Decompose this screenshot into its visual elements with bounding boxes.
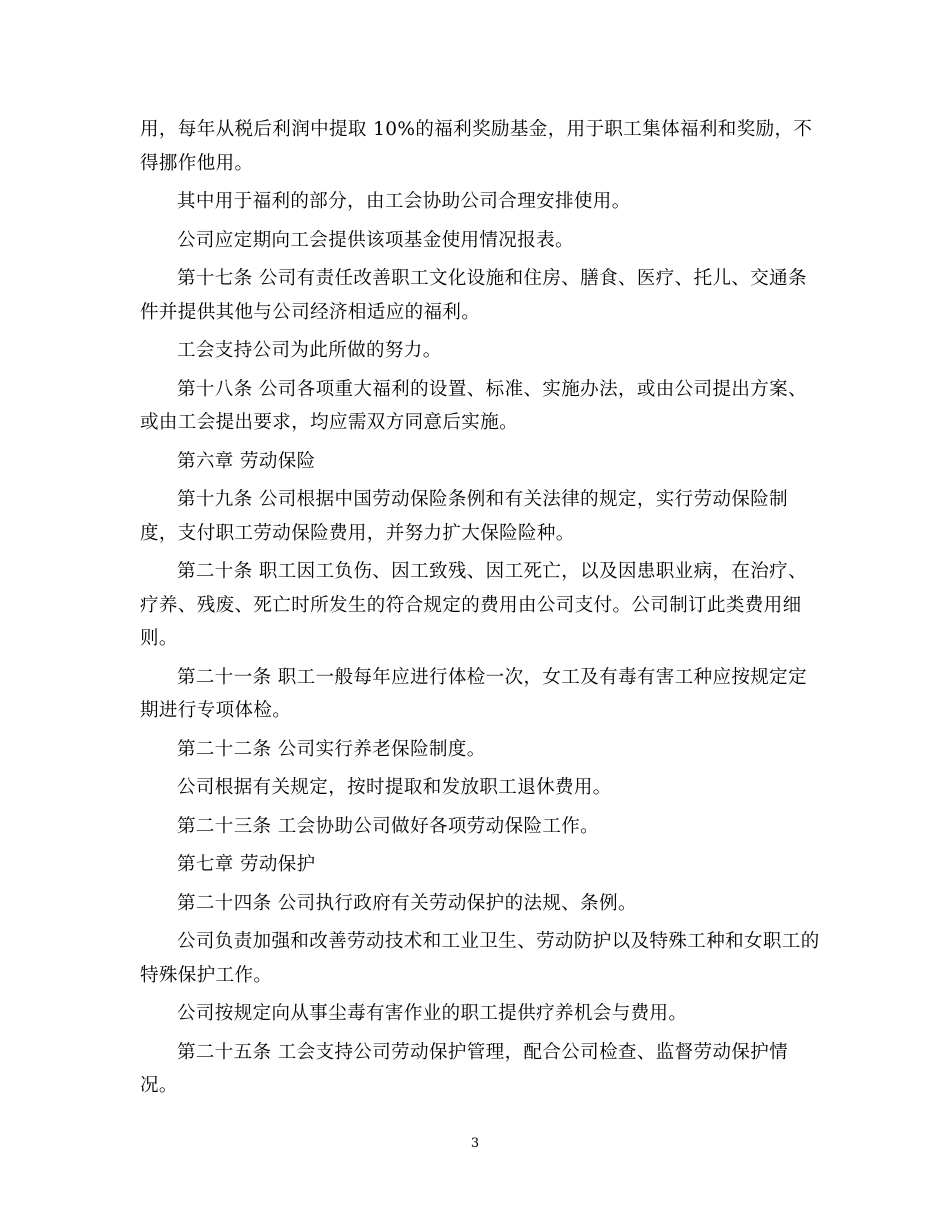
article-paragraph: 第二十二条 公司实行养老保险制度。 [177,738,486,760]
paragraph: 公司按规定向从事尘毒有害作业的职工提供疗养机会与费用。 [177,1003,688,1024]
article-paragraph: 第二十条 职工因工负伤、因工致残、因工死亡，以及因患职业病，在治疗、疗养、残废、死亡时所发生的符合规定的费用由公司支付。公司制订此类费用细则。 [140,561,807,649]
paragraph: 用，每年从税后利润中提取 10%的福利奖励基金，用于职工集体福利和奖励，不得挪作他用。 [140,119,813,174]
page-number: 3 [470,1136,480,1151]
paragraph: 公司根据有关规定，按时提取和发放职工退休费用。 [177,777,612,798]
paragraph: 其中用于福利的部分，由工会协助公司合理安排使用。 [177,191,631,212]
paragraph: 工会支持公司为此所做的努力。 [177,340,442,361]
article-paragraph: 第二十五条 工会支持公司劳动保护管理，配合公司检查、监督劳动保护情况。 [140,1041,789,1096]
article-paragraph: 第二十一条 职工一般每年应进行体检一次，女工及有毒有害工种应按规定定期进行专项体检。 [140,666,807,721]
article-paragraph: 第十七条 公司有责任改善职工文化设施和住房、膳食、医疗、托儿、交通条件并提供其他与公司经济相适应的福利。 [140,268,807,323]
article-paragraph: 第二十三条 工会协助公司做好各项劳动保险工作。 [177,815,600,837]
document-body [140,113,820,1108]
article-paragraph: 第十八条 公司各项重大福利的设置、标准、实施办法，或由公司提出方案、或由工会提出要求，均应需双方同意后实施。 [140,378,807,433]
chapter-heading: 第六章 劳动保险 [177,450,316,472]
paragraph: 公司应定期向工会提供该项基金使用情况报表。 [177,229,574,251]
article-paragraph: 第二十四条 公司执行政府有关劳动保护的法规、条例。 [177,892,637,914]
chapter-heading: 第七章 劳动保护 [177,854,316,875]
article-paragraph: 第十九条 公司根据中国劳动保险条例和有关法律的规定，实行劳动保险制度，支付职工劳动保险费用，并努力扩大保险险种。 [140,489,789,544]
paragraph: 公司负责加强和改善劳动技术和工业卫生、劳动防护以及特殊工种和女职工的特殊保护工作。 [140,931,820,986]
